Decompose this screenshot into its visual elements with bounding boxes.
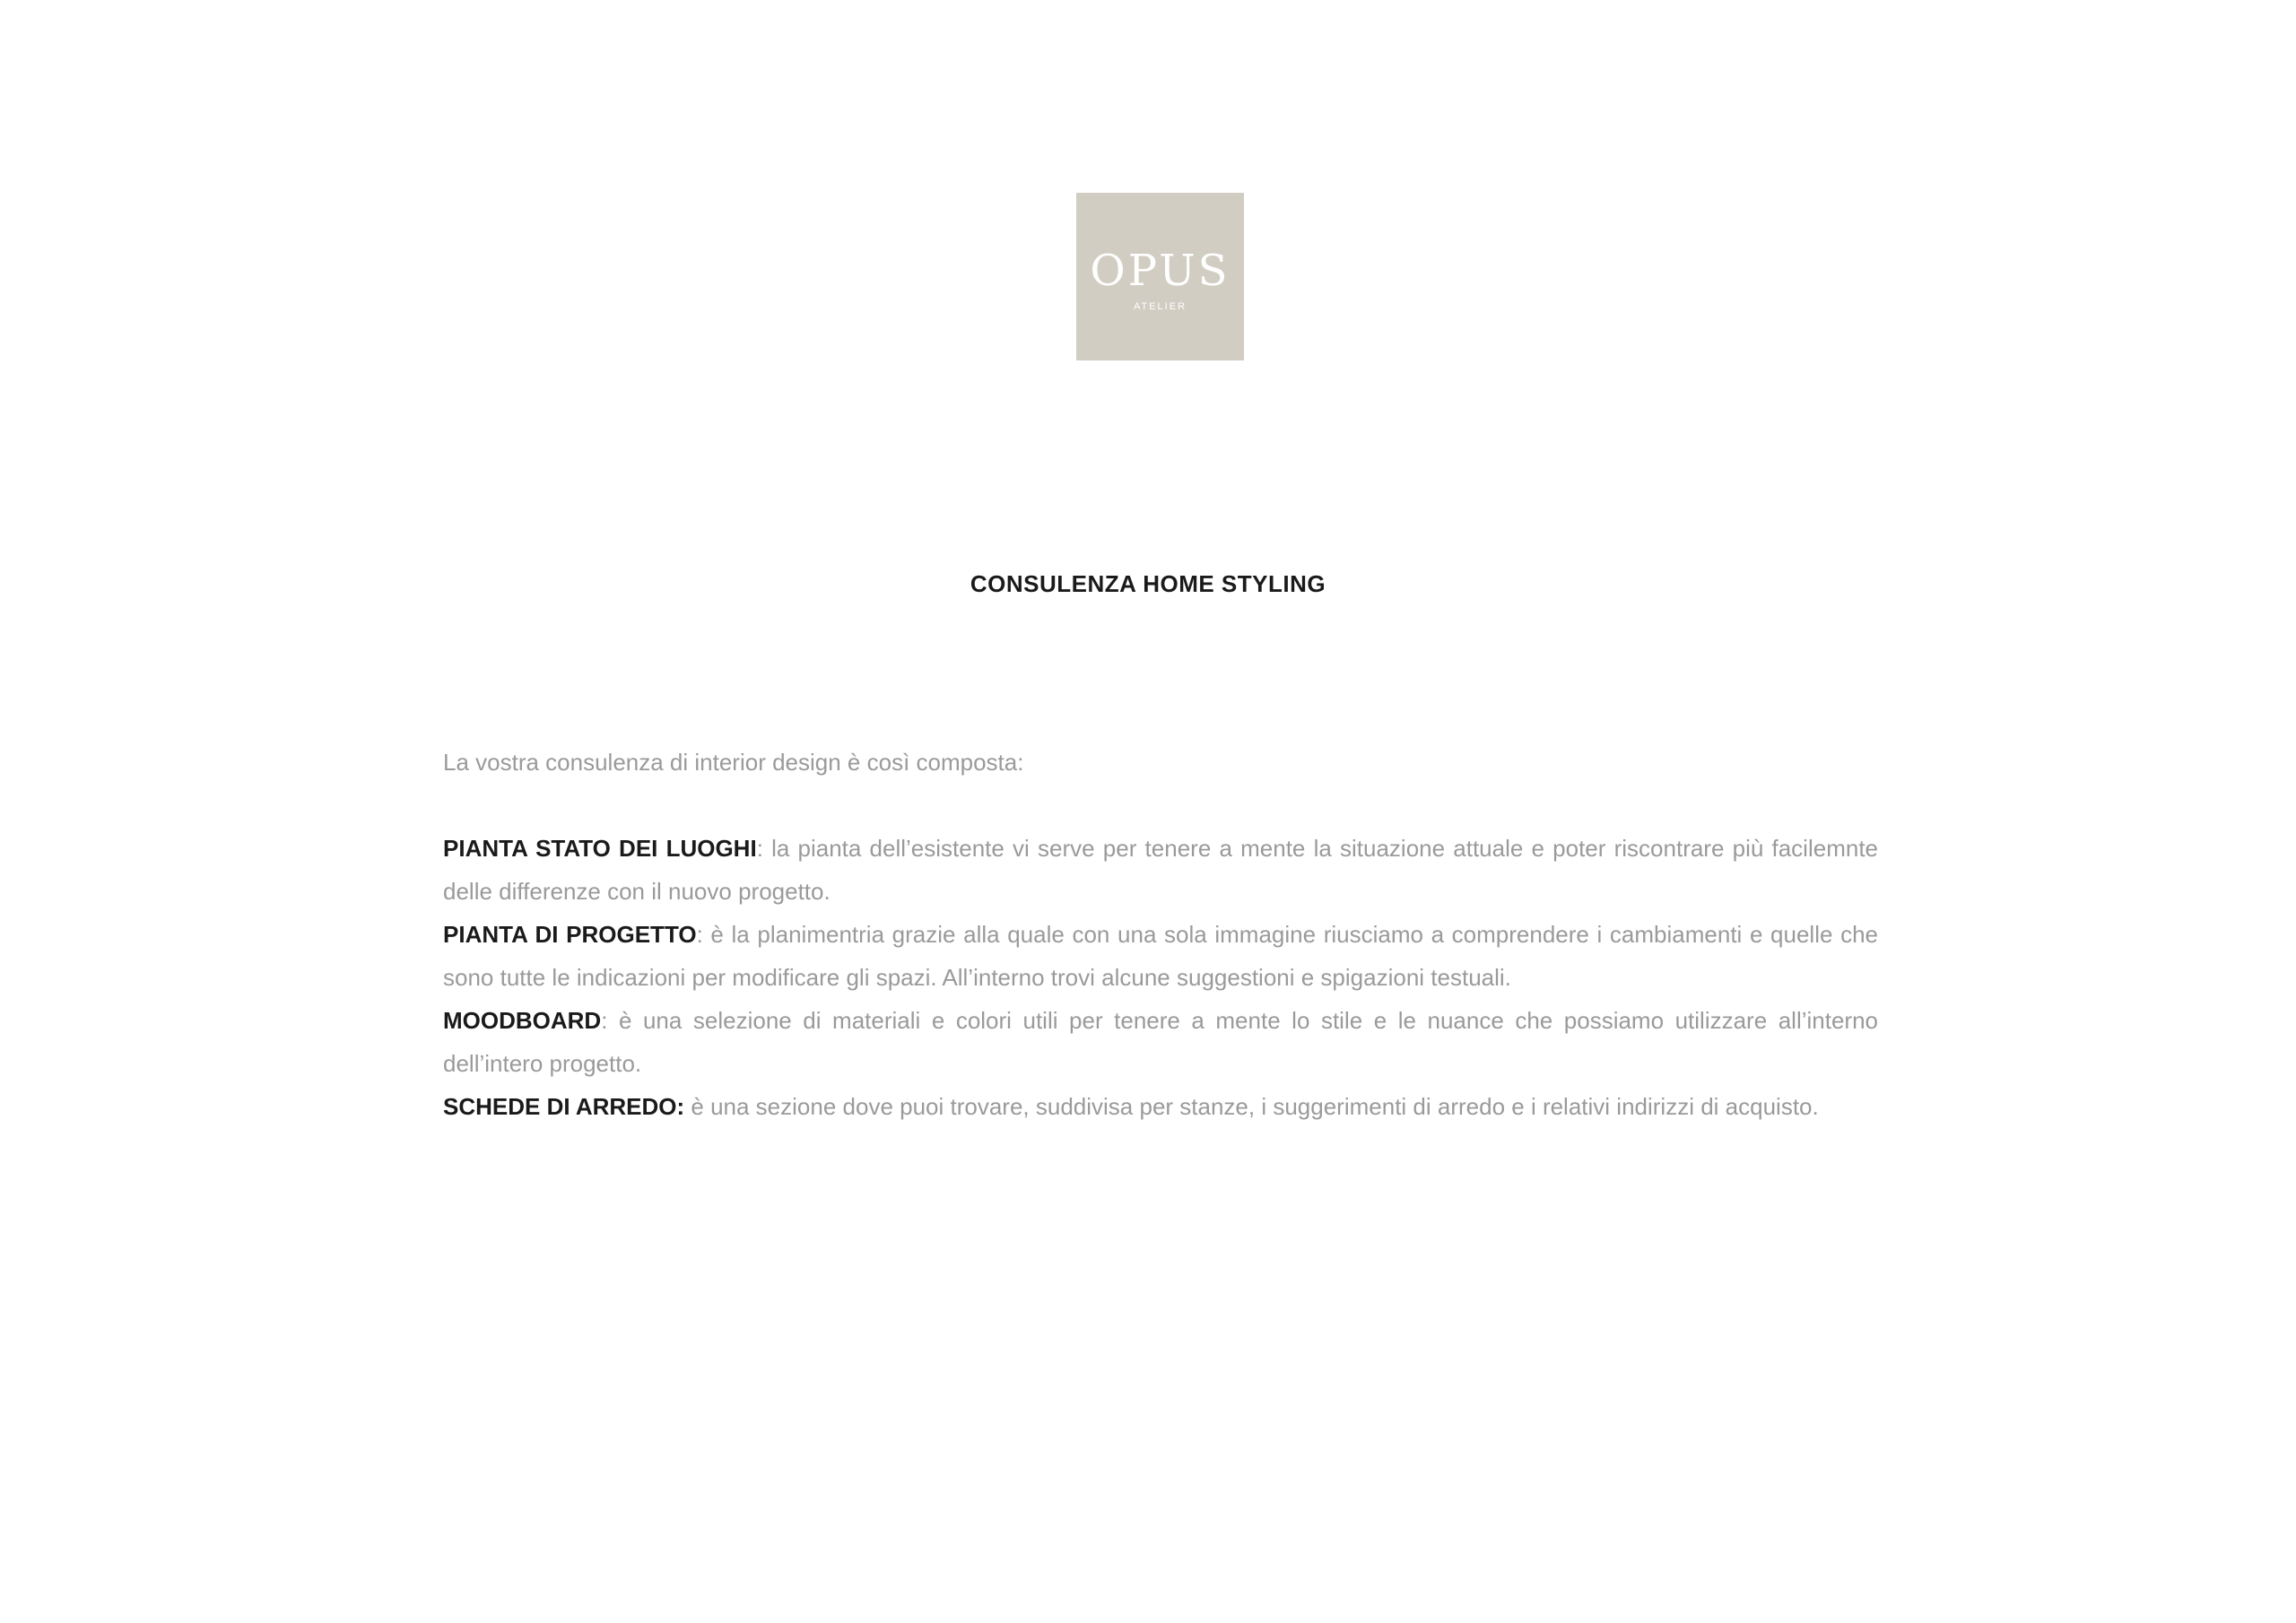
item-pianta-di-progetto bbox=[443, 913, 1878, 999]
item-schede-di-arredo bbox=[443, 1085, 1878, 1128]
item-term: PIANTA DI PROGETTO bbox=[443, 921, 697, 948]
item-description: : è la planimentria grazie alla quale con una sola immagine riusciamo a comprendere i cambiamenti e quelle che sono tutte le indicazioni per modificare gli spazi. All’interno trovi alcune suggestioni e spigazioni testuali. bbox=[443, 921, 1878, 991]
item-description: è una sezione dove puoi trovare, suddivisa per stanze, i suggerimenti di arredo e i relativi indirizzi di acquisto. bbox=[684, 1093, 1819, 1120]
item-description: : è una selezione di materiali e colori utili per tenere a mente lo stile e le nuance che possiamo utilizzare all’interno dell’intero progetto. bbox=[443, 1007, 1878, 1077]
item-term: MOODBOARD bbox=[443, 1007, 602, 1034]
item-moodboard bbox=[443, 999, 1878, 1085]
opus-atelier-logo bbox=[1076, 193, 1244, 360]
item-description: : la pianta dell’esistente vi serve per tenere a mente la situazione attuale e poter riscontrare più facilemnte delle differenze con il nuovo progetto. bbox=[443, 835, 1878, 905]
item-term: SCHEDE DI ARREDO: bbox=[443, 1093, 685, 1120]
document-body bbox=[443, 741, 1878, 1128]
item-pianta-stato-dei-luoghi bbox=[443, 827, 1878, 913]
logo-wordmark: OPUS bbox=[1090, 245, 1231, 296]
logo-subtitle: ATELIER bbox=[1133, 300, 1187, 312]
intro-paragraph: La vostra consulenza di interior design è così composta: bbox=[443, 749, 1024, 776]
item-term: PIANTA STATO DEI LUOGHI bbox=[443, 835, 757, 862]
page-title: CONSULENZA HOME STYLING bbox=[970, 570, 1326, 597]
